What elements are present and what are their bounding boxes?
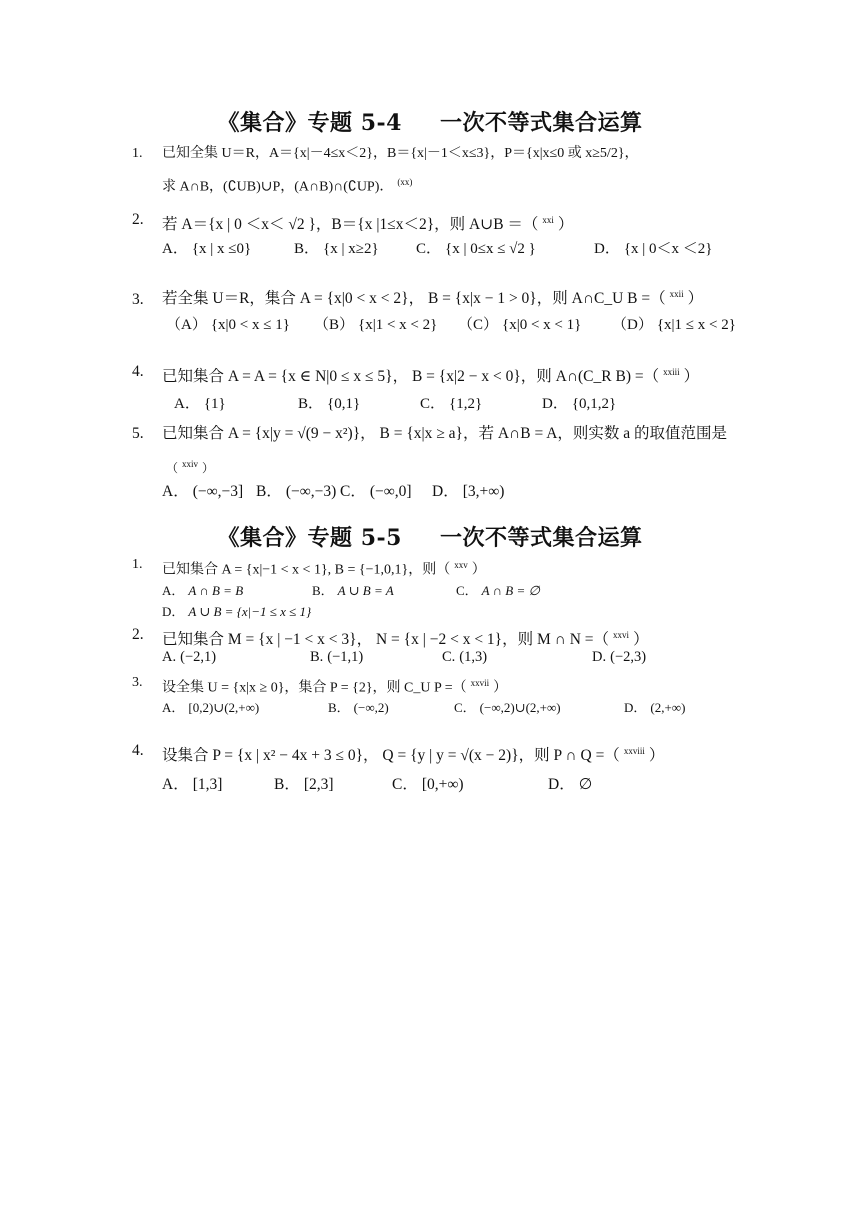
question-stem: 已知集合 M = {x | −1 < x < 3}， N = {x | −2 < x < 1}，则 M ∩ N =（ (162, 631, 610, 649)
question-stem: 已知集合 A = A = {x ∈ N|0 ≤ x ≤ 5}， B = {x|2 − x < 0}，则 A∩(C_R B) =（ (162, 368, 660, 386)
section-2-title (0, 521, 860, 552)
answer-paren-close: ） (648, 747, 665, 765)
worksheet-page: 《集合》专题 5-4 一次不等式集合运算 1. 已知全集 U＝R，A＝{x|－4≤x＜2}，B＝{x|－1＜x≤3}，P＝{x|x≤0 或 x≥5/2}， 求 A∩B，(∁UB)∪P，(A∩B)∩(∁UP)． $^{(xx)}$ 2. 若 A＝{x | 0 ＜x＜ √2 }，B＝{x |1≤x＜2}，则 A∪B ＝（ $^{xxi}$ ） A． {x | x ≤0} B． {x | x≥2} C． {x | 0≤x ≤ √2 } D． {x | 0＜x ＜2} 3. 若全集 U＝R，集合 A = {x|0 < x < 2}， B = {x|x − 1 > 0}，则 A∩C_U B =（ $^{xxii}$ ） （A） {x|0 < x ≤ 1} （B） {x|1 < x < 2} （C） {x|0 < x < 1} （D） {x|1 ≤ x < 2} 4. 已知集合 A = A = {x ∈ N|0 ≤ x ≤ 5}， B = {x|2 − x < 0}，则 A∩(C_R B) =（ $^{xxiii}$ ） A． {1} B． {0,1} C． {1,2} D． {0,1,2} 5. 已知集合 A = {x|y = √(9 − x²)}， B = {x|x ≥ a}，若 A∩B = A，则实数 a 的取值范围是 （ $^{xxiv}$ ） A． (−∞,−3] B． (−∞,−3) C． (−∞,0] D． [3,+∞) 《集合》专题 5-5 一次不等式集合运算 1. 已知集合 A = {x|−1 < x < 1}, B = {−1,0,1}，则（ $^{xxv}$ ） A． A ∩ B = B B． A ∪ B = A C． A ∩ B = ∅ D． A ∪ B = {x|−1 ≤ x ≤ 1} 2. 已知集合 M = {x | −1 < x < 3}， N = {x | −2 < x < 1}，则 M ∩ N =（ $^{xxvi}$ ） A. (−2,1) B. (−1,1) C. (1,3) D. (−2,3) 3. 设全集 U = {x|x ≥ 0}，集合 P = {2}，则 C_U P =（ $^{xxvii}$ ） A． [0,2)∪(2,+∞) B． (−∞,2) C． (−∞,2)∪(2,+∞) D． (2,+∞) 4. 设集合 P = {x | x² − 4x + 3 ≤ 0}， Q = {y | y = √(x − 2)}，则 P ∩ Q =（ $^{xxviii}$ ） A． [1,3] B． [2,3] C． [0,+∞) D． ∅ (0, 0, 860, 1216)
option-c[interactable]: C． (−∞,0] (340, 483, 412, 500)
section-2-title-sub: 一次不等式集合运算 (439, 525, 643, 551)
option-b[interactable]: B． (−∞,2) (328, 700, 389, 715)
question-number: 4. (132, 742, 144, 759)
option-c[interactable]: C. (1,3) (442, 649, 488, 665)
answer-paren-close: ） (557, 216, 574, 234)
question-stem-line2: 求 A∩B，(∁UB)∪P，(A∩B)∩(∁UP)． (162, 179, 394, 195)
answer-paren-close: ） (202, 461, 215, 475)
endnote-ref: xx (400, 177, 410, 187)
option-a[interactable]: A． (−∞,−3] (162, 483, 244, 500)
option-d[interactable]: （D） {x|1 ≤ x < 2} (612, 317, 736, 333)
option-c[interactable]: C． {x | 0≤x ≤ √2 } (416, 241, 536, 257)
option-b[interactable]: B． {0,1} (298, 396, 361, 412)
option-a[interactable]: A． {x | x ≤0} (162, 241, 252, 257)
option-b[interactable]: （B） {x|1 < x < 2} (314, 317, 438, 333)
option-a[interactable]: A． A ∩ B = B (162, 583, 244, 598)
option-a[interactable]: A． [1,3] (162, 776, 223, 793)
question-stem-line1: 已知全集 U＝R，A＝{x|－4≤x＜2}，B＝{x|－1＜x≤3}，P＝{x|x≤0 或 x≥5/2}， (162, 146, 639, 161)
question-number: 2. (132, 626, 144, 643)
question-number: 2. (132, 211, 144, 228)
question-number: 1. (132, 557, 143, 572)
s1-question-5-paren (166, 454, 766, 478)
option-b[interactable]: B. (−1,1) (310, 649, 364, 665)
endnote-ref: xxvii (470, 678, 490, 688)
section-2-title-main: 《集合》专题 5-5 (217, 525, 402, 551)
question-stem: 若 A＝{x | 0 ＜x＜ √2 }，B＝{x |1≤x＜2}，则 A∪B ＝（ (162, 216, 539, 234)
option-c[interactable]: （C） {x|0 < x < 1} (458, 317, 582, 333)
option-c[interactable]: C． (−∞,2)∪(2,+∞) (454, 700, 561, 715)
option-a[interactable]: A． {1} (174, 396, 226, 412)
option-c[interactable]: C． A ∩ B = ∅ (456, 583, 540, 598)
option-d[interactable]: D． (2,+∞) (624, 700, 686, 715)
question-number: 1. (132, 146, 143, 161)
question-stem: 设集合 P = {x | x² − 4x + 3 ≤ 0}， Q = {y | y = √(x − 2)}，则 P ∩ Q =（ (162, 747, 620, 765)
endnote-ref: xxv (454, 560, 468, 570)
endnote-ref: xxii (669, 289, 684, 299)
option-d[interactable]: D. (−2,3) (592, 649, 647, 665)
section-1-title (0, 106, 860, 137)
answer-paren-close: ） (493, 680, 508, 696)
section-1-title-sub: 一次不等式集合运算 (439, 110, 643, 136)
answer-paren-close: ） (683, 368, 700, 386)
option-c[interactable]: C． {1,2} (420, 396, 483, 412)
question-number: 3. (132, 291, 144, 308)
option-b[interactable]: B． [2,3] (274, 776, 334, 793)
question-number: 5. (132, 425, 144, 442)
option-a[interactable]: A． [0,2)∪(2,+∞) (162, 700, 260, 715)
option-b[interactable]: B． (−∞,−3) (256, 483, 337, 500)
option-b[interactable]: B． A ∪ B = A (312, 583, 394, 598)
answer-paren-open: （ (166, 461, 179, 475)
answer-paren-close: ） (471, 562, 486, 578)
section-1-title-main: 《集合》专题 5-4 (217, 110, 402, 136)
endnote-ref: xxiv (182, 459, 199, 469)
endnote-ref: xxvi (613, 630, 630, 640)
question-stem: 已知集合 A = {x|−1 < x < 1}, B = {−1,0,1}，则（ (162, 562, 451, 578)
option-a[interactable]: A. (−2,1) (162, 649, 217, 665)
question-number: 3. (132, 675, 143, 690)
option-d[interactable]: D． {x | 0＜x ＜2} (594, 241, 713, 257)
option-a[interactable]: （A） {x|0 < x ≤ 1} (166, 317, 290, 333)
question-stem: 若全集 U＝R，集合 A = {x|0 < x < 2}， B = {x|x − 1 > 0}，则 A∩C_U B =（ (162, 290, 666, 308)
option-d[interactable]: D． A ∪ B = {x|−1 ≤ x ≤ 1} (162, 604, 312, 619)
answer-paren-close: ） (633, 631, 649, 649)
question-number: 4. (132, 363, 144, 380)
option-d[interactable]: D． {0,1,2} (542, 396, 617, 412)
option-b[interactable]: B． {x | x≥2} (294, 241, 379, 257)
endnote-ref: xxviii (623, 746, 645, 756)
question-stem: 已知集合 A = {x|y = √(9 − x²)}， B = {x|x ≥ a}，若 A∩B = A，则实数 a 的取值范围是 (162, 425, 728, 442)
answer-paren-close: ） (687, 290, 704, 308)
option-c[interactable]: C． [0,+∞) (392, 776, 464, 793)
endnote-ref: xxi (542, 215, 554, 225)
option-d[interactable]: D． [3,+∞) (432, 483, 505, 500)
question-stem: 设全集 U = {x|x ≥ 0}，集合 P = {2}，则 C_U P =（ (162, 680, 467, 696)
endnote-ref: xxiii (663, 367, 680, 377)
option-d[interactable]: D． ∅ (548, 776, 593, 793)
